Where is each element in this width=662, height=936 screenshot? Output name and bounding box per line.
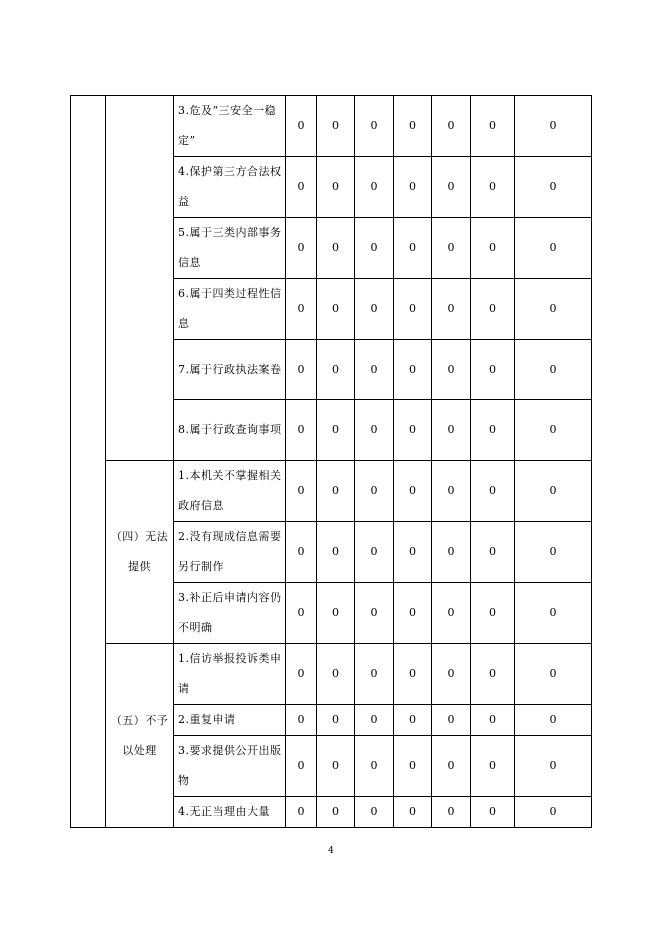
item-label: 1.本机关不掌握相关政府信息 <box>174 461 286 522</box>
disclosure-statistics-table <box>70 95 592 828</box>
value-cell: 0 <box>432 797 471 828</box>
value-cell: 0 <box>432 522 471 583</box>
item-label: 3.危及“三安全一稳定” <box>174 96 286 157</box>
value-cell: 0 <box>286 96 317 157</box>
value-cell: 0 <box>317 583 355 644</box>
value-cell: 0 <box>515 279 592 340</box>
value-cell: 0 <box>394 96 432 157</box>
table-row <box>71 644 592 705</box>
value-cell: 0 <box>471 279 515 340</box>
value-cell: 0 <box>394 583 432 644</box>
value-cell: 0 <box>515 797 592 828</box>
value-cell: 0 <box>394 400 432 461</box>
item-label: 3.要求提供公开出版物 <box>174 736 286 797</box>
value-cell: 0 <box>471 522 515 583</box>
item-label: 4.保护第三方合法权益 <box>174 157 286 218</box>
value-cell: 0 <box>471 400 515 461</box>
value-cell: 0 <box>286 705 317 736</box>
item-label: 3.补正后申请内容仍不明确 <box>174 583 286 644</box>
value-cell: 0 <box>471 340 515 400</box>
value-cell: 0 <box>317 96 355 157</box>
item-label: 4.无正当理由大量 <box>174 797 286 828</box>
value-cell: 0 <box>432 644 471 705</box>
value-cell: 0 <box>515 583 592 644</box>
value-cell: 0 <box>317 797 355 828</box>
value-cell: 0 <box>432 96 471 157</box>
value-cell: 0 <box>432 461 471 522</box>
value-cell: 0 <box>432 400 471 461</box>
value-cell: 0 <box>317 461 355 522</box>
value-cell: 0 <box>355 736 394 797</box>
value-cell: 0 <box>471 96 515 157</box>
value-cell: 0 <box>286 583 317 644</box>
value-cell: 0 <box>355 279 394 340</box>
value-cell: 0 <box>515 705 592 736</box>
outer-category-cell <box>71 96 106 828</box>
value-cell: 0 <box>432 218 471 279</box>
table-row <box>71 461 592 522</box>
value-cell: 0 <box>394 218 432 279</box>
value-cell: 0 <box>394 157 432 218</box>
value-cell: 0 <box>471 644 515 705</box>
value-cell: 0 <box>317 705 355 736</box>
value-cell: 0 <box>317 218 355 279</box>
group-cell-continued <box>106 96 174 461</box>
value-cell: 0 <box>317 644 355 705</box>
value-cell: 0 <box>515 400 592 461</box>
value-cell: 0 <box>471 797 515 828</box>
value-cell: 0 <box>471 705 515 736</box>
group-cannot-provide: （四）无法提供 <box>106 461 174 644</box>
item-label: 8.属于行政查询事项 <box>174 400 286 461</box>
value-cell: 0 <box>394 705 432 736</box>
value-cell: 0 <box>515 218 592 279</box>
group-not-processed: （五）不予以处理 <box>106 644 174 828</box>
value-cell: 0 <box>471 583 515 644</box>
value-cell: 0 <box>471 736 515 797</box>
value-cell: 0 <box>317 340 355 400</box>
item-label: 1.信访举报投诉类申请 <box>174 644 286 705</box>
value-cell: 0 <box>317 522 355 583</box>
value-cell: 0 <box>432 157 471 218</box>
value-cell: 0 <box>355 583 394 644</box>
value-cell: 0 <box>394 279 432 340</box>
item-label: 2.重复申请 <box>174 705 286 736</box>
page-number: 4 <box>328 846 334 856</box>
value-cell: 0 <box>355 218 394 279</box>
value-cell: 0 <box>286 461 317 522</box>
value-cell: 0 <box>355 157 394 218</box>
value-cell: 0 <box>432 279 471 340</box>
value-cell: 0 <box>515 96 592 157</box>
value-cell: 0 <box>515 736 592 797</box>
item-label: 6.属于四类过程性信息 <box>174 279 286 340</box>
value-cell: 0 <box>394 522 432 583</box>
value-cell: 0 <box>432 583 471 644</box>
value-cell: 0 <box>471 218 515 279</box>
value-cell: 0 <box>355 797 394 828</box>
value-cell: 0 <box>317 157 355 218</box>
value-cell: 0 <box>286 218 317 279</box>
value-cell: 0 <box>317 400 355 461</box>
value-cell: 0 <box>432 340 471 400</box>
value-cell: 0 <box>355 96 394 157</box>
item-label: 2.没有现成信息需要另行制作 <box>174 522 286 583</box>
value-cell: 0 <box>515 340 592 400</box>
item-label: 5.属于三类内部事务信息 <box>174 218 286 279</box>
value-cell: 0 <box>317 279 355 340</box>
value-cell: 0 <box>394 736 432 797</box>
value-cell: 0 <box>355 705 394 736</box>
value-cell: 0 <box>432 705 471 736</box>
value-cell: 0 <box>286 644 317 705</box>
value-cell: 0 <box>355 400 394 461</box>
value-cell: 0 <box>355 461 394 522</box>
value-cell: 0 <box>355 340 394 400</box>
value-cell: 0 <box>286 279 317 340</box>
value-cell: 0 <box>432 736 471 797</box>
value-cell: 0 <box>286 522 317 583</box>
table-row <box>71 96 592 157</box>
value-cell: 0 <box>515 522 592 583</box>
value-cell: 0 <box>286 157 317 218</box>
value-cell: 0 <box>394 644 432 705</box>
value-cell: 0 <box>355 644 394 705</box>
value-cell: 0 <box>471 157 515 218</box>
value-cell: 0 <box>394 340 432 400</box>
value-cell: 0 <box>471 461 515 522</box>
value-cell: 0 <box>286 340 317 400</box>
value-cell: 0 <box>286 797 317 828</box>
value-cell: 0 <box>515 644 592 705</box>
value-cell: 0 <box>286 400 317 461</box>
value-cell: 0 <box>317 736 355 797</box>
value-cell: 0 <box>515 157 592 218</box>
value-cell: 0 <box>355 522 394 583</box>
value-cell: 0 <box>515 461 592 522</box>
value-cell: 0 <box>394 797 432 828</box>
item-label: 7.属于行政执法案卷 <box>174 340 286 400</box>
value-cell: 0 <box>394 461 432 522</box>
value-cell: 0 <box>286 736 317 797</box>
